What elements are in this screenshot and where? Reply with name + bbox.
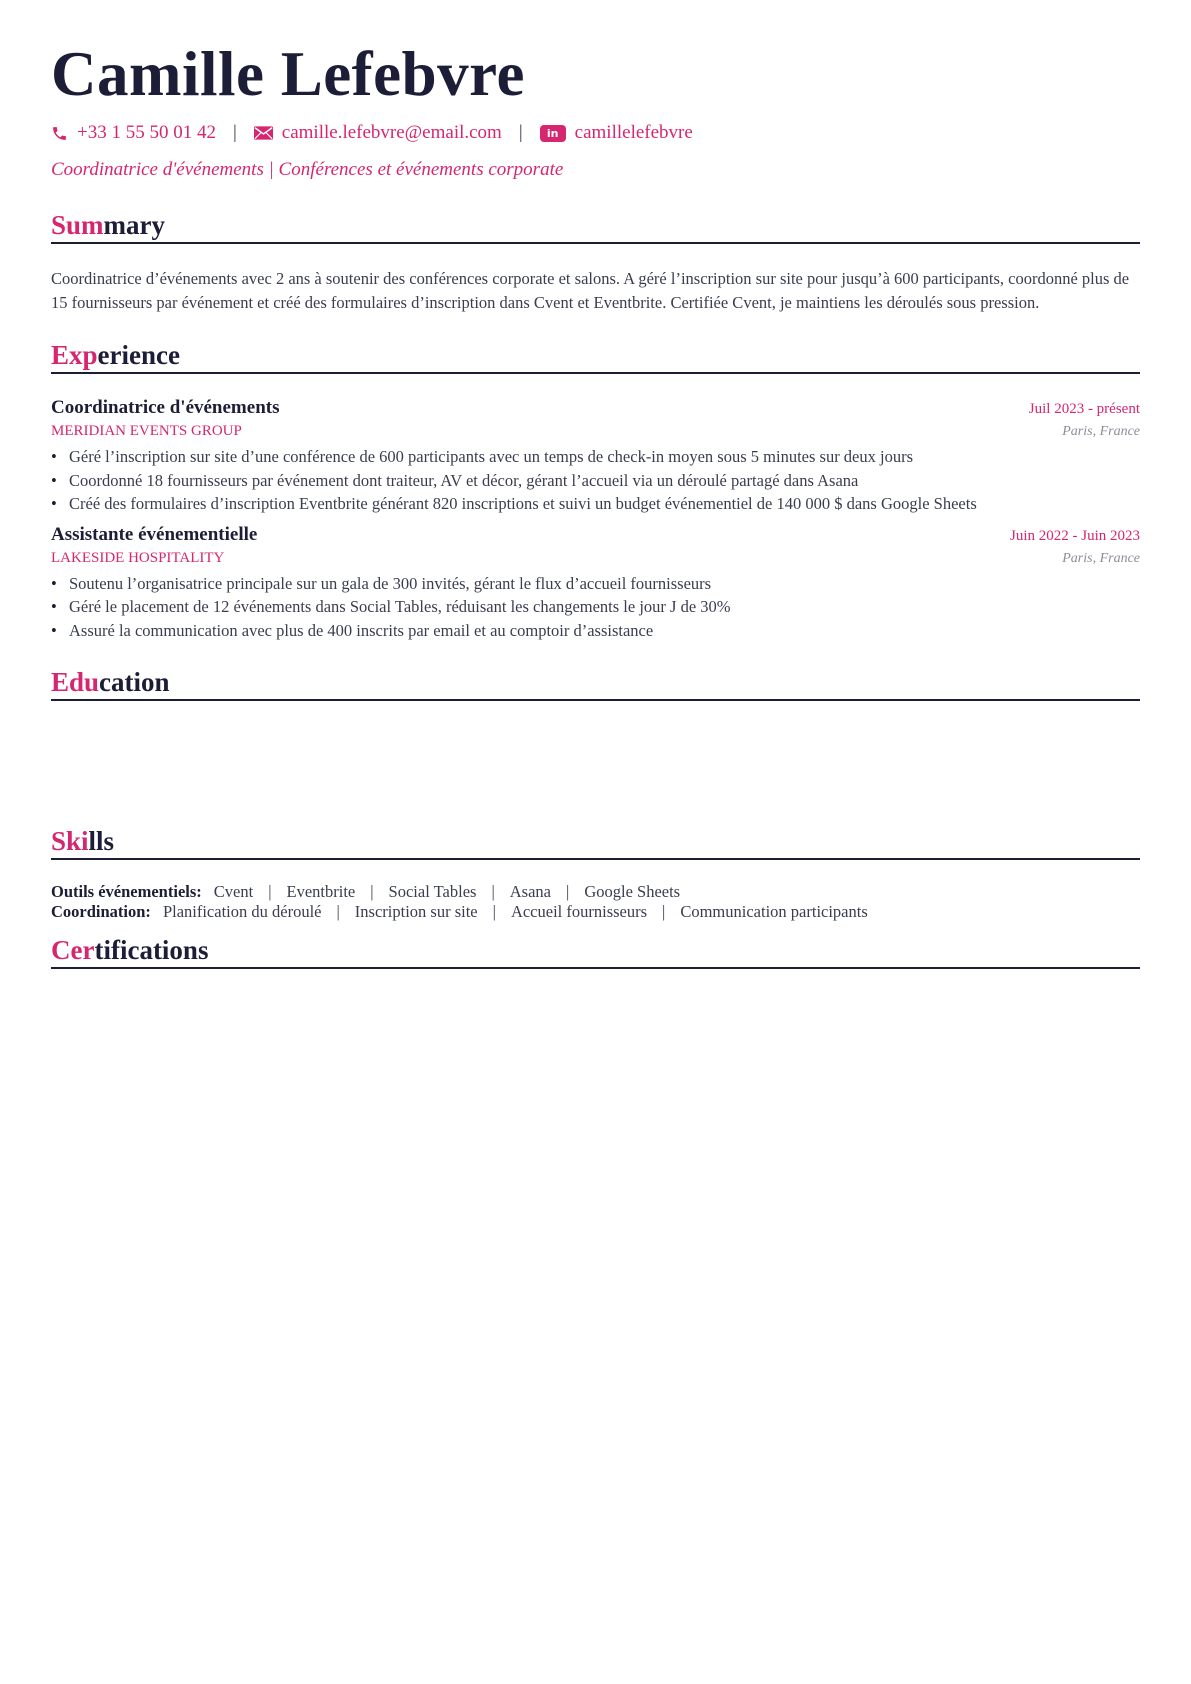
job-company: MERIDIAN EVENTS GROUP bbox=[51, 423, 242, 439]
job-date: Juil 2023 - présent bbox=[1028, 401, 1140, 417]
job-location: Paris, France bbox=[1062, 550, 1140, 566]
job-entry bbox=[51, 395, 1140, 516]
skill-separator: | bbox=[492, 902, 496, 921]
list-item: • Créé des formulaires d’inscription Eventbrite générant 820 inscriptions et suivi un budget événementiel de 140 000 $ dans Google Sheets bbox=[69, 492, 1140, 516]
skill-item: Asana bbox=[509, 882, 551, 901]
education-section bbox=[51, 666, 1140, 801]
contact-phone[interactable] bbox=[51, 122, 216, 144]
contact-linkedin[interactable] bbox=[540, 122, 693, 144]
skill-item: Accueil fournisseurs bbox=[510, 902, 648, 921]
email-text: camille.lefebvre@email.com bbox=[281, 122, 502, 143]
list-item: • Assuré la communication avec plus de 400 inscrits par email et au comptoir d’assistance bbox=[69, 619, 1140, 643]
section-title-rest: cation bbox=[99, 667, 170, 697]
summary-text: Coordinatrice d’événements avec 2 ans à soutenir des conférences corporate et salons. A géré l’inscription sur site pour jusqu’à 600 participants, coordonné plus de 15 fournisseurs par événement et créé des formulaires d’inscription dans Cvent et Eventbrite. Certifiée Cvent, je maintiens les déroulés sous pression. bbox=[51, 269, 1130, 312]
summary-section bbox=[51, 209, 1140, 315]
job-subheader bbox=[51, 421, 1140, 441]
linkedin-icon: in bbox=[540, 125, 566, 142]
certifications-section bbox=[51, 934, 1140, 969]
skill-separator: | bbox=[566, 882, 570, 901]
candidate-name bbox=[51, 38, 1140, 110]
job-date: Juin 2022 - Juin 2023 bbox=[1009, 527, 1140, 544]
experience-section bbox=[51, 339, 1140, 642]
job-title: Coordinatrice d'événements bbox=[51, 397, 280, 418]
section-title-accent: Sum bbox=[51, 210, 104, 240]
skill-separator: | bbox=[336, 902, 340, 921]
section-title-rest: tifications bbox=[94, 935, 209, 965]
contact-separator: | bbox=[232, 122, 237, 143]
list-item: • Soutenu l’organisatrice principale sur un gala de 300 invités, gérant le flux d’accueil fournisseurs bbox=[69, 572, 1140, 596]
section-title-education bbox=[51, 666, 1140, 701]
job-bullets bbox=[51, 445, 1140, 516]
skill-separator: | bbox=[268, 882, 272, 901]
envelope-icon bbox=[254, 126, 273, 140]
job-entry bbox=[51, 522, 1140, 643]
skill-separator: | bbox=[491, 882, 495, 901]
section-title-rest: erience bbox=[97, 340, 180, 370]
first-name: Camille bbox=[51, 39, 265, 109]
section-title-certifications bbox=[51, 934, 1140, 969]
section-title-accent: Cer bbox=[51, 935, 95, 965]
job-company: LAKESIDE HOSPITALITY bbox=[51, 549, 225, 566]
job-header bbox=[51, 522, 1140, 548]
skills-body bbox=[51, 882, 1140, 922]
section-title-experience bbox=[51, 339, 1140, 374]
section-title-summary bbox=[51, 209, 1140, 244]
skill-group bbox=[51, 882, 1140, 902]
skill-group-label: Outils événementiels: bbox=[51, 882, 202, 901]
skill-item: Eventbrite bbox=[286, 882, 356, 901]
education-body bbox=[51, 701, 1140, 801]
job-bullets bbox=[51, 572, 1140, 643]
job-header bbox=[51, 395, 1140, 421]
professional-headline: Coordinatrice d'événements | Conférences et événements corporate bbox=[51, 159, 564, 180]
phone-text: +33 1 55 50 01 42 bbox=[77, 122, 216, 143]
skill-item: Communication participants bbox=[680, 902, 868, 921]
skill-item: Planification du déroulé bbox=[162, 902, 322, 921]
job-location: Paris, France bbox=[1062, 424, 1140, 439]
job-subheader bbox=[51, 548, 1140, 568]
section-title-rest: mary bbox=[103, 210, 166, 240]
list-item: • Coordonné 18 fournisseurs par événement dont traiteur, AV et décor, gérant l’accueil via un déroulé partagé dans Asana bbox=[69, 469, 1140, 493]
skill-group-label: Coordination: bbox=[51, 902, 151, 921]
section-title-rest: lls bbox=[88, 826, 115, 856]
skill-separator: | bbox=[370, 882, 374, 901]
phone-icon bbox=[51, 125, 68, 142]
skill-item: Social Tables bbox=[388, 882, 477, 901]
last-name: Lefebvre bbox=[280, 39, 525, 109]
job-title: Assistante événementielle bbox=[51, 523, 258, 545]
list-item: • Géré l’inscription sur site d’une conférence de 600 participants avec un temps de check-in moyen sous 5 minutes sur deux jours bbox=[69, 445, 1140, 469]
linkedin-text: camillelefebvre bbox=[574, 122, 693, 143]
list-item: • Géré le placement de 12 événements dans Social Tables, réduisant les changements le jour J de 30% bbox=[69, 595, 1140, 619]
contact-email[interactable] bbox=[254, 122, 502, 144]
section-title-accent: Edu bbox=[51, 667, 100, 697]
skills-section bbox=[51, 825, 1140, 922]
skill-item: Inscription sur site bbox=[354, 902, 478, 921]
skill-item: Google Sheets bbox=[584, 882, 681, 901]
contact-bar bbox=[51, 120, 1140, 146]
skill-group bbox=[51, 902, 1140, 922]
contact-separator: | bbox=[518, 122, 523, 143]
skill-separator: | bbox=[662, 902, 666, 921]
section-title-accent: Ski bbox=[51, 826, 89, 856]
section-title-skills bbox=[51, 825, 1140, 860]
section-title-accent: Exp bbox=[51, 340, 98, 370]
skill-item: Cvent bbox=[213, 882, 254, 901]
